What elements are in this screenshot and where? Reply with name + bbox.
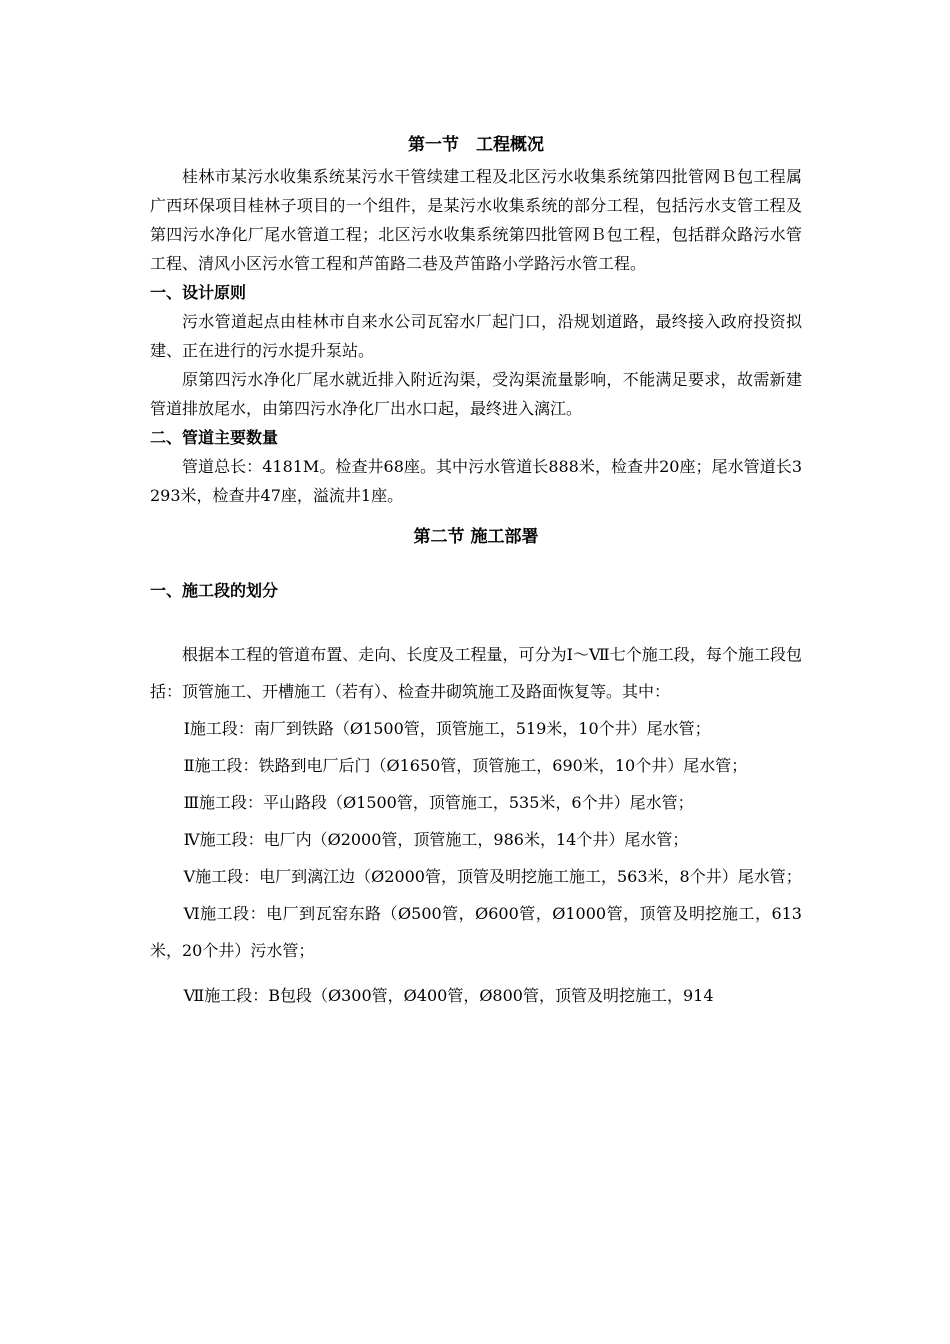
section1-title: 第一节 工程概况: [408, 135, 544, 155]
segment-5: Ⅴ施工段：电厂到漓江边（Ø2000管，顶管及明挖施工施工，563米，8个井）尾水管；: [183, 867, 802, 886]
document-page: [150, 128, 802, 1014]
segment-4: Ⅳ施工段：电厂内（Ø2000管，顶管施工，986米，14个井）尾水管；: [183, 830, 689, 849]
section-deployment: [150, 510, 802, 1014]
segment-2: Ⅱ施工段：铁路到电厂后门（Ø1650管，顶管施工，690米，10个井）尾水管；: [183, 756, 748, 775]
section2-title: 第二节 施工部署: [413, 527, 539, 547]
segment-6: Ⅵ施工段：电厂到瓦窑东路（Ø500管，Ø600管，Ø1000管，顶管及明挖施工，613米，20个井）污水管；: [150, 904, 802, 960]
design-principle-paragraph-2: 原第四污水净化厂尾水就近排入附近沟渠，受沟渠流量影响，不能满足要求，故需新建管道排放尾水，由第四污水净化厂出水口起，最终进入漓江。: [150, 370, 802, 418]
section-overview: [150, 128, 802, 510]
division-intro: 根据本工程的管道布置、走向、长度及工程量，可分为Ⅰ～Ⅶ七个施工段，每个施工段包括：顶管施工、开槽施工（若有）、检查井砌筑施工及路面恢复等。其中：: [150, 645, 802, 701]
segment-3: Ⅲ施工段：平山路段（Ø1500管，顶管施工，535米，6个井）尾水管；: [183, 793, 694, 812]
division-heading: 一、施工段的划分: [150, 581, 279, 600]
pipe-quantity-heading: 二、管道主要数量: [150, 428, 279, 447]
design-principle-heading: 一、设计原则: [150, 283, 247, 302]
design-principle-paragraph-1: 污水管道起点由桂林市自来水公司瓦窑水厂起门口，沿规划道路，最终接入政府投资拟建、正在进行的污水提升泵站。: [150, 312, 802, 360]
segment-7: Ⅶ施工段：B包段（Ø300管，Ø400管，Ø800管，顶管及明挖施工，914: [183, 986, 714, 1005]
pipe-quantity-paragraph: 管道总长：4181M。检查井68座。其中污水管道长888米，检查井20座；尾水管道长3293米，检查井47座，溢流井1座。: [150, 457, 802, 505]
segment-1: Ⅰ施工段：南厂到铁路（Ø1500管，顶管施工，519米，10个井）尾水管；: [183, 719, 711, 738]
section1-intro: 桂林市某污水收集系统某污水干管续建工程及北区污水收集系统第四批管网Ｂ包工程属广西环保项目桂林子项目的一个组件，是某污水收集系统的部分工程，包括污水支管工程及第四污水净化厂尾水管道工程；北区污水收集系统第四批管网Ｂ包工程，包括群众路污水管工程、清风小区污水管工程和芦笛路二巷及芦笛路小学路污水管工程。: [150, 167, 802, 273]
